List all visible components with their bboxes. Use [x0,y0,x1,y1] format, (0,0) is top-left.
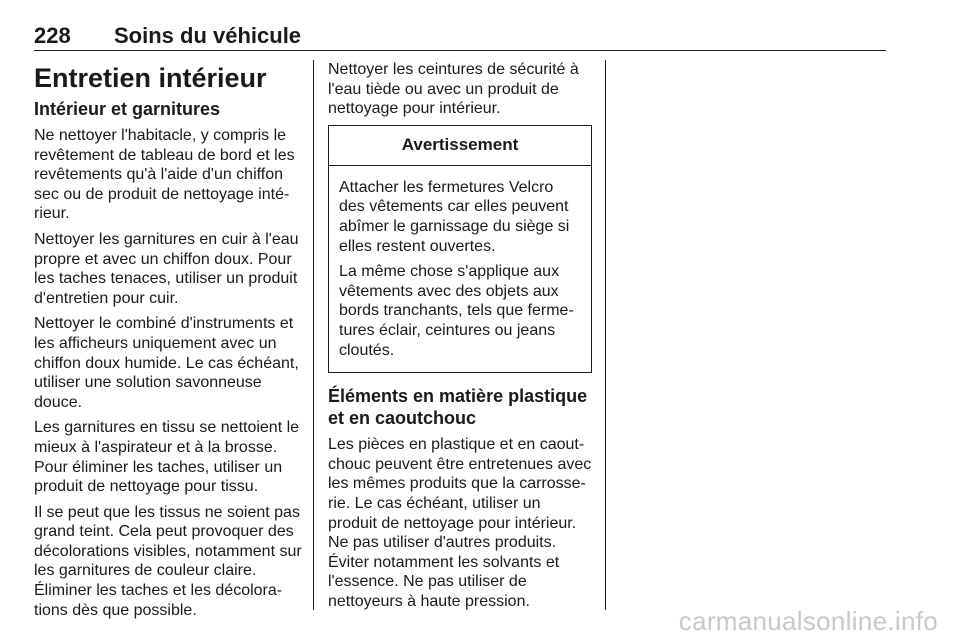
running-title: Soins du véhicule [114,23,302,48]
page-header [34,24,886,51]
column-divider [313,60,314,610]
warning-paragraph: Attacher les fermetures Velcro des vêtements car elles peuvent abîmer le garnissage du siège si elles restent ouvertes. [339,178,570,255]
watermark: carmanualsonline.info [678,606,938,636]
column-divider [605,60,606,610]
paragraph: Il se peut que les tissus ne soient pas grand teint. Cela peut provoquer des décolorations visibles, notamment sur les garnitures de couleur claire. Éliminer les taches et les décolora- tions dès que possible. [34,503,302,619]
subsection-title-plastique: Éléments en matière plastique et en caoutchouc [328,386,588,429]
paragraph: Les garnitures en tissu se nettoient le mieux à l'aspirateur et à la brosse. Pour éliminer les taches, utiliser un produit de nettoyage pour tissu. [34,419,300,496]
paragraph: Nettoyer les garnitures en cuir à l'eau propre et avec un chiffon doux. Pour les taches tenaces, utiliser un produit d'entretien pour cuir. [34,230,299,307]
page-number: 228 [34,23,71,48]
warning-paragraph: La même chose s'applique aux vêtements avec des objets aux bords tranchants, tels que ferme- tures éclair, ceintures ou jeans cloutés. [339,263,574,359]
right-column [328,60,592,617]
warning-box [328,125,592,373]
paragraph: Ne nettoyer l'habitacle, y compris le revêtement de tableau de bord et les revêtements qu'à l'aide d'un chiffon sec ou de produit de nettoyage inté- rieur. [34,127,295,223]
subsection-title-interieur: Intérieur et garnitures [34,99,221,119]
paragraph: Nettoyer le combiné d'instruments et les afficheurs uniquement avec un chiffon doux humide. Le cas échéant, utiliser une solution savonneuse douce. [34,315,299,411]
left-column [34,60,302,626]
warning-body [329,166,591,372]
paragraph: Les pièces en plastique et en caout- chouc peuvent être entretenues avec les mêmes produits que la carrosse- rie. Le cas échéant, utiliser un produit de nettoyage pour intérieur. Ne pas utiliser d'autres produits. Éviter notamment les solvants et l'essence. Ne pas utiliser de nettoyeurs à haute pression. [328,436,592,610]
section-title: Entretien intérieur [34,63,267,93]
warning-title: Avertissement [329,126,591,166]
intro-paragraph: Nettoyer les ceintures de sécurité à l'eau tiède ou avec un produit de nettoyage pour intérieur. [328,61,579,118]
